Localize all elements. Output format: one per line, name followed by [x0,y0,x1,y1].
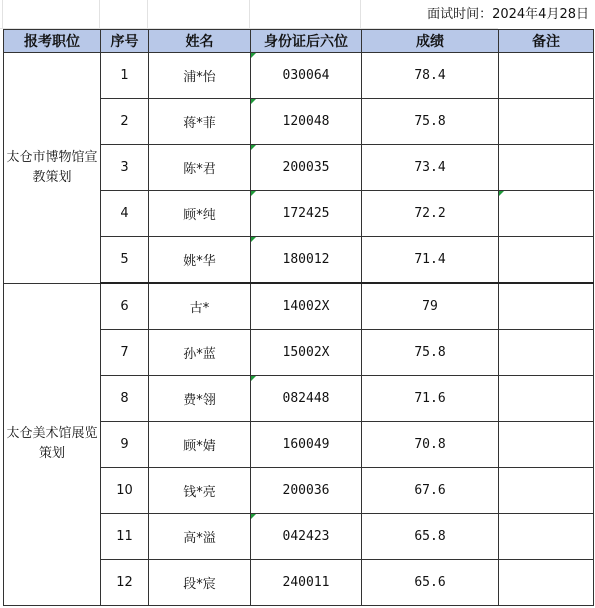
score-cell[interactable]: 71.4 [362,237,499,284]
header-score[interactable]: 成绩 [362,30,499,53]
name-cell[interactable]: 顾*婧 [149,422,251,468]
score-table [3,29,594,606]
name-cell[interactable]: 顾*纯 [149,191,251,237]
header-position[interactable]: 报考职位 [4,30,101,53]
grid-cell[interactable] [148,0,250,29]
no-cell[interactable]: 2 [101,99,149,145]
grid-cell[interactable] [3,0,100,29]
text-number-indicator [251,237,256,242]
id-cell[interactable]: 160049 [251,422,362,468]
score-cell[interactable]: 70.8 [362,422,499,468]
text-number-indicator [251,376,256,381]
position-cell[interactable]: 太仓美术馆展览策划 [4,283,101,606]
no-cell[interactable]: 3 [101,145,149,191]
no-cell[interactable]: 6 [101,283,149,330]
name-cell[interactable]: 浦*怡 [149,53,251,99]
text-number-indicator [251,145,256,150]
name-cell[interactable]: 蒋*菲 [149,99,251,145]
no-cell[interactable]: 4 [101,191,149,237]
no-cell[interactable]: 11 [101,514,149,560]
id-value: 180012 [282,252,330,267]
id-value: 042423 [282,529,330,544]
score-cell[interactable]: 72.2 [362,191,499,237]
remark-cell[interactable] [499,376,594,422]
header-no[interactable]: 序号 [101,30,149,53]
score-cell[interactable]: 65.8 [362,514,499,560]
header-row [4,30,594,53]
score-cell[interactable]: 73.4 [362,145,499,191]
no-cell[interactable]: 5 [101,237,149,284]
no-cell[interactable]: 9 [101,422,149,468]
score-cell[interactable]: 79 [362,283,499,330]
text-number-indicator [251,514,256,519]
id-cell[interactable]: 200036 [251,468,362,514]
id-cell[interactable] [251,514,362,560]
score-cell[interactable]: 65.6 [362,560,499,606]
id-cell[interactable] [251,237,362,284]
id-value: 200035 [282,160,330,175]
header-remark[interactable]: 备注 [499,30,594,53]
grid-cell[interactable] [250,0,361,29]
score-cell[interactable]: 75.8 [362,330,499,376]
remark-cell[interactable] [499,560,594,606]
table-row [4,283,594,330]
no-cell[interactable]: 12 [101,560,149,606]
no-cell[interactable]: 8 [101,376,149,422]
id-cell[interactable] [251,191,362,237]
text-number-indicator [499,191,504,196]
name-cell[interactable]: 古* [149,283,251,330]
grid-cell[interactable] [100,0,148,29]
remark-cell[interactable] [499,514,594,560]
id-cell[interactable] [251,145,362,191]
name-cell[interactable]: 姚*华 [149,237,251,284]
table-row [4,53,594,99]
remark-cell[interactable] [499,283,594,330]
remark-cell[interactable] [499,468,594,514]
sheet-top-row [0,0,595,29]
score-cell[interactable]: 75.8 [362,99,499,145]
remark-cell[interactable] [499,53,594,99]
id-cell[interactable]: 15002X [251,330,362,376]
position-cell[interactable]: 太仓市博物馆宣教策划 [4,53,101,284]
score-cell[interactable]: 67.6 [362,468,499,514]
header-name[interactable]: 姓名 [149,30,251,53]
score-cell[interactable]: 78.4 [362,53,499,99]
text-number-indicator [251,191,256,196]
id-cell[interactable] [251,376,362,422]
remark-cell[interactable] [499,99,594,145]
name-cell[interactable]: 段*宸 [149,560,251,606]
remark-cell[interactable] [499,330,594,376]
interview-time-cell[interactable]: 面试时间：2024年4月28日 [427,7,589,22]
name-cell[interactable]: 费*翎 [149,376,251,422]
no-cell[interactable]: 7 [101,330,149,376]
id-cell[interactable] [251,99,362,145]
remark-cell[interactable] [499,145,594,191]
name-cell[interactable]: 陈*君 [149,145,251,191]
text-number-indicator [251,99,256,104]
text-number-indicator [251,53,256,58]
no-cell[interactable]: 10 [101,468,149,514]
header-id[interactable]: 身份证后六位 [251,30,362,53]
name-cell[interactable]: 高*溢 [149,514,251,560]
remark-cell[interactable] [499,422,594,468]
id-value: 030064 [282,68,330,83]
no-cell[interactable]: 1 [101,53,149,99]
id-cell[interactable]: 240011 [251,560,362,606]
remark-cell[interactable] [499,191,594,237]
score-cell[interactable]: 71.6 [362,376,499,422]
id-cell[interactable]: 14002X [251,283,362,330]
id-value: 172425 [282,206,330,221]
remark-cell[interactable] [499,237,594,284]
name-cell[interactable]: 钱*亮 [149,468,251,514]
id-value: 082448 [282,391,330,406]
name-cell[interactable]: 孙*蓝 [149,330,251,376]
id-value: 120048 [282,114,330,129]
id-cell[interactable] [251,53,362,99]
